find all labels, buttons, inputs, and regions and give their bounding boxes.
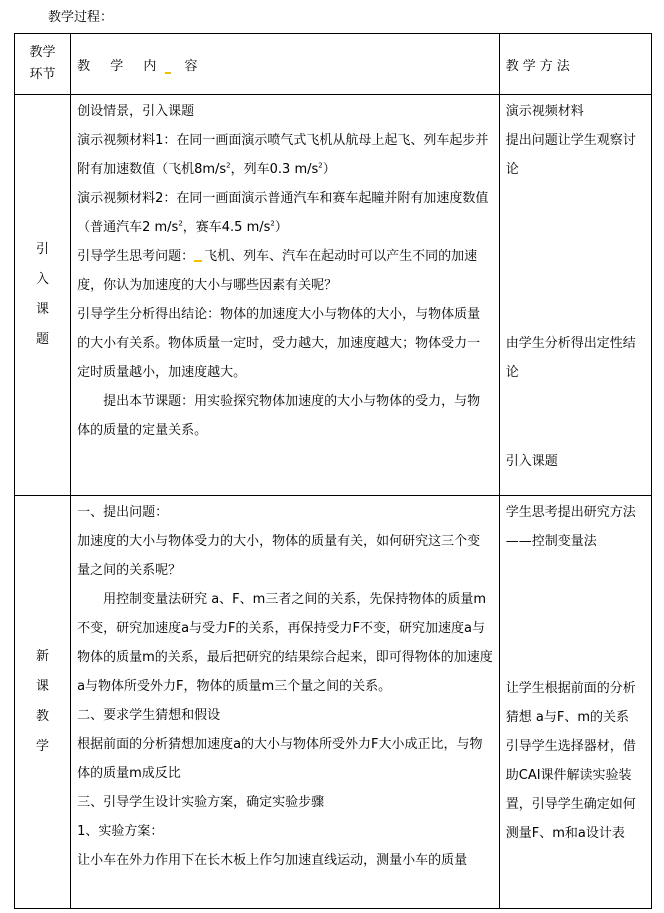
- content-paragraph: 加速度的大小与物体受力的大小，物体的质量有关，如何研究这三个变量之间的关系呢？: [77, 534, 481, 578]
- content-paragraph: 创设情景，引入课题: [77, 104, 195, 119]
- text-run: ）: [322, 162, 336, 177]
- teaching-table: [14, 33, 652, 909]
- header-stage-line1: 教学: [29, 45, 56, 60]
- new-lesson-content: [71, 496, 500, 909]
- content-paragraph: 一、提出问题：: [77, 505, 169, 520]
- method-item: 引导学生选择器材，借助CAI课件解读实验装置，引导学生确定如何测量F、m和a设计表: [505, 739, 636, 841]
- header-content: [71, 34, 500, 95]
- header-method: 教学方法: [499, 34, 651, 95]
- stage-char: 学: [36, 739, 50, 754]
- content-paragraph: 让小车在外力作用下在长木板上作匀加速直线运动，测量小车的质量: [77, 853, 468, 868]
- stage-new-lesson: [15, 496, 71, 909]
- method-item: 让学生根据前面的分析猜想 a与F、m的关系: [505, 681, 636, 725]
- content-paragraph: [77, 184, 493, 242]
- header-char: 教: [77, 58, 99, 74]
- text-run: ，赛车4.5 m/s: [182, 220, 271, 235]
- header-char: 容: [184, 58, 206, 74]
- content-paragraph: 根据前面的分析猜想加速度a的大小与物体所受外力F大小成正比，与物体的质量m成反比: [77, 737, 483, 781]
- content-paragraph: [77, 126, 493, 184]
- stage-char: 入: [36, 272, 50, 287]
- section-intro-row: [15, 95, 652, 496]
- content-paragraph: 提出本节课题：用实验探究物体加速度的大小与物体的受力，与物体的质量的定量关系。: [77, 394, 481, 438]
- superscript: 2: [270, 219, 275, 228]
- superscript: 2: [178, 219, 183, 228]
- text-run: 演示视频材料1：在同一画面演示喷气式飞机从航母上起飞、列车起步并附有加速数值（飞机8m/s: [77, 133, 489, 177]
- content-paragraph: 二、要求学生猜想和假设: [77, 708, 221, 723]
- stage-char: 题: [36, 332, 50, 347]
- header-char: 内: [143, 58, 165, 74]
- process-caption: 教学过程：: [48, 10, 114, 25]
- superscript: 2: [318, 161, 323, 170]
- header-stage: [15, 34, 71, 95]
- header-row: [15, 34, 652, 95]
- highlight-mark: [165, 72, 171, 74]
- stage-char: 新: [36, 649, 50, 664]
- method-item: 提出问题让学生观察讨论: [505, 133, 636, 177]
- text-run: 飞机、列车、汽车在起动时可以产生不同的加速度，你认为加速度的大小与哪些因素有关呢？: [77, 249, 478, 293]
- header-char: 学: [110, 58, 132, 74]
- header-stage-line2: 环节: [29, 67, 56, 82]
- content-paragraph: 引导学生分析得出结论：物体的加速度大小与物体的大小，与物体质量的大小有关系。物体质量一定时，受力越大，加速度越大；物体受力一定时质量越小，加速度越大。: [77, 307, 481, 380]
- new-lesson-methods: [499, 496, 651, 909]
- method-item: 学生思考提出研究方法——控制变量法: [505, 505, 636, 549]
- stage-char: 课: [36, 679, 50, 694]
- superscript: 2: [226, 161, 231, 170]
- intro-methods: [499, 95, 651, 496]
- stage-char: 课: [36, 302, 50, 317]
- stage-char: 引: [36, 242, 50, 257]
- section-new-lesson-row: [15, 496, 652, 909]
- intro-content: [71, 95, 500, 496]
- method-item: 演示视频材料: [505, 104, 584, 119]
- content-paragraph: [77, 242, 493, 300]
- method-item: 由学生分析得出定性结论: [505, 336, 636, 380]
- text-run: 引导学生思考问题：: [77, 249, 195, 264]
- stage-intro: [15, 95, 71, 496]
- text-run: ）: [274, 220, 288, 235]
- content-paragraph: 1、实验方案：: [77, 824, 164, 839]
- stage-char: 教: [36, 709, 50, 724]
- method-item: 引入课题: [505, 454, 558, 469]
- content-paragraph: 三、引导学生设计实验方案，确定实验步骤: [77, 795, 325, 810]
- text-run: 演示视频材料2：在同一画面演示普通汽车和赛车起瞳并附有加速度数值（普通汽车2 m/s: [77, 191, 489, 235]
- content-paragraph: 用控制变量法研究 a、F、m三者之间的关系，先保持物体的质量m不变，研究加速度a与受力F的关系，再保持受力F不变，研究加速度a与物体的质量m的关系，最后把研究的结果综合起来，即可得物体的加速度a与物体所受外力F，物体的质量m三个量之间的关系。: [77, 592, 493, 694]
- highlight-mark: [194, 260, 202, 262]
- text-run: ，列车0.3 m/s: [230, 162, 319, 177]
